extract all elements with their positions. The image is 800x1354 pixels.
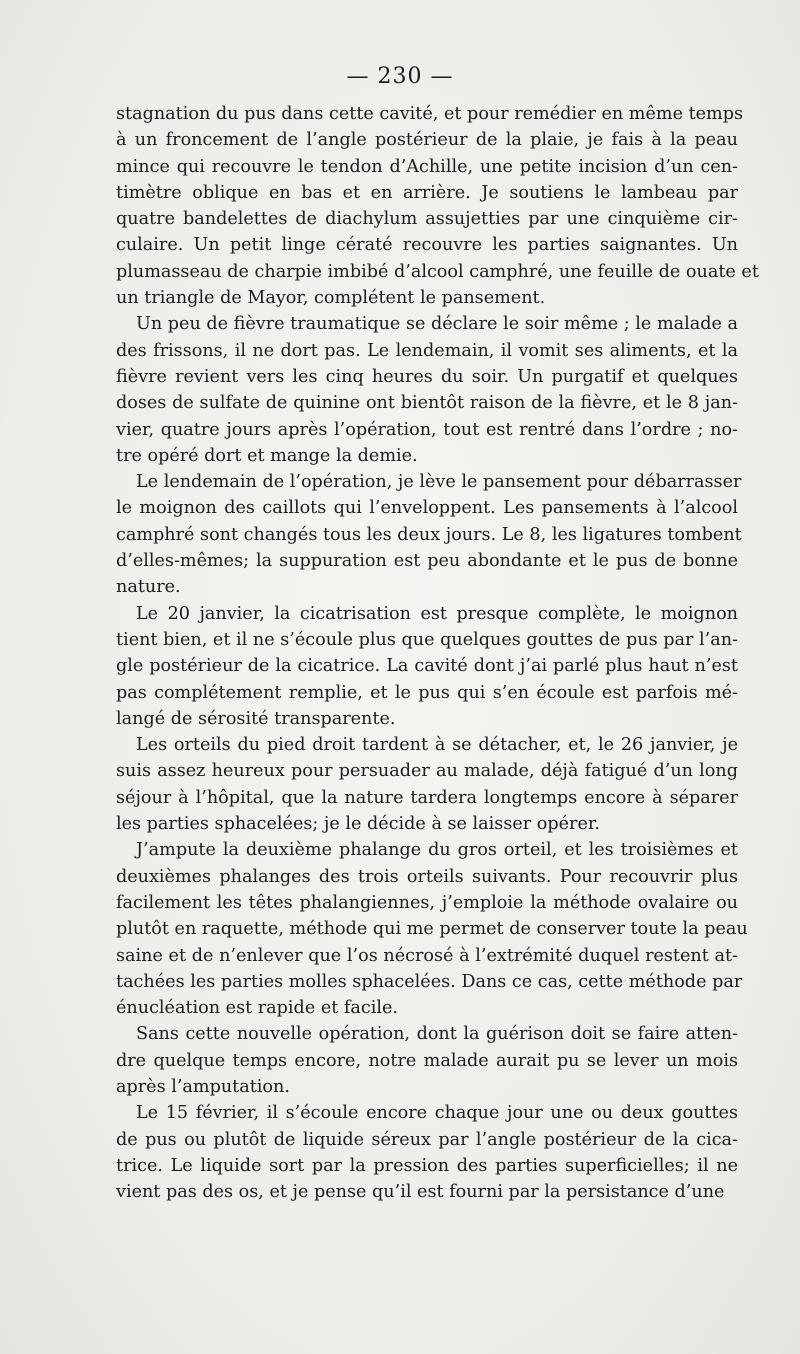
text-line: à un froncement de l’angle postérieur de la plaie, je fais à la peau xyxy=(116,130,738,151)
text-line: timètre oblique en bas et en arrière. Je soutiens le lambeau par xyxy=(116,182,738,203)
paragraph xyxy=(116,732,738,837)
text-line: séjour à l’hôpital, que la nature tardera longtemps encore à séparer xyxy=(116,787,738,808)
text-line: Le 15 février, il s’écoule encore chaque jour une ou deux gouttes xyxy=(136,1103,738,1124)
body-text xyxy=(116,101,759,1205)
text-line: suis assez heureux pour persuader au malade, déjà fatigué d’un long xyxy=(116,761,738,782)
text-line: camphré sont changés tous les deux jours. Le 8, les ligatures tombent xyxy=(116,524,742,545)
text-line: facilement les têtes phalangiennes, j’emploie la méthode ovalaire ou xyxy=(116,892,738,913)
paragraph xyxy=(116,601,738,732)
text-line: plutôt en raquette, méthode qui me permet de conserver toute la peau xyxy=(116,919,748,940)
paragraph xyxy=(116,311,738,469)
text-line: pas complétement remplie, et le pus qui s’en écoule est parfois mé- xyxy=(116,682,738,703)
text-line: de pus ou plutôt de liquide séreux par l’angle postérieur de la cica- xyxy=(116,1129,738,1150)
text-line: saine et de n’enlever que l’os nécrosé à l’extrémité duquel restent at- xyxy=(116,945,738,966)
text-line: Le 20 janvier, la cicatrisation est presque complète, le moignon xyxy=(136,603,738,624)
text-line: Les orteils du pied droit tardent à se détacher, et, le 26 janvier, je xyxy=(136,735,738,756)
text-line: Sans cette nouvelle opération, dont la guérison doit se faire atten- xyxy=(136,1024,738,1045)
text-line: J’ampute la deuxième phalange du gros orteil, et les troisièmes et xyxy=(136,840,738,861)
text-line: deuxièmes phalanges des trois orteils suivants. Pour recouvrir plus xyxy=(116,866,738,887)
paragraph xyxy=(116,101,759,311)
text-line: mince qui recouvre le tendon d’Achille, une petite incision d’un cen- xyxy=(116,156,738,177)
page-number: — 230 — xyxy=(346,64,454,89)
text-line: vier, quatre jours après l’opération, tout est rentré dans l’ordre ; no- xyxy=(116,419,738,440)
text-line: plumasseau de charpie imbibé d’alcool camphré, une feuille de ouate et xyxy=(116,261,759,282)
text-line: le moignon des caillots qui l’enveloppent. Les pansements à l’alcool xyxy=(116,498,738,519)
paragraph xyxy=(116,1100,738,1205)
paragraph xyxy=(116,1021,738,1100)
text-line: nature. xyxy=(116,577,181,598)
text-line: Un peu de fièvre traumatique se déclare le soir même ; le malade a xyxy=(136,314,738,335)
paragraph xyxy=(116,837,748,1021)
text-line: gle postérieur de la cicatrice. La cavité dont j’ai parlé plus haut n’est xyxy=(116,656,738,677)
text-line: un triangle de Mayor, complétent le pansement. xyxy=(116,288,546,309)
text-line: langé de sérosité transparente. xyxy=(116,708,396,729)
text-line: des frissons, il ne dort pas. Le lendemain, il vomit ses aliments, et la xyxy=(116,340,738,361)
text-line: les parties sphacelées; je le décide à se laisser opérer. xyxy=(116,814,600,835)
text-line: après l’amputation. xyxy=(116,1076,290,1097)
text-line: énucléation est rapide et facile. xyxy=(116,998,399,1019)
text-line: stagnation du pus dans cette cavité, et pour remédier en même temps xyxy=(116,104,744,124)
paragraph xyxy=(116,469,742,600)
text-line: tre opéré dort et mange la demie. xyxy=(116,445,418,466)
text-line: doses de sulfate de quinine ont bientôt raison de la fièvre, et le 8 jan- xyxy=(116,393,738,414)
text-line: fièvre revient vers les cinq heures du soir. Un purgatif et quelques xyxy=(116,366,738,387)
text-line: tachées les parties molles sphacelées. Dans ce cas, cette méthode par xyxy=(116,971,743,992)
text-line: trice. Le liquide sort par la pression des parties superficielles; il ne xyxy=(116,1155,738,1176)
text-line: quatre bandelettes de diachylum assujetties par une cinquième cir- xyxy=(116,209,738,230)
text-line: tient bien, et il ne s’écoule plus que quelques gouttes de pus par l’an- xyxy=(116,629,738,650)
text-line: culaire. Un petit linge cératé recouvre les parties saignantes. Un xyxy=(116,235,738,256)
text-line: Le lendemain de l’opération, je lève le pansement pour débarrasser xyxy=(136,472,742,493)
text-line: vient pas des os, et je pense qu’il est fourni par la persistance d’une xyxy=(116,1182,725,1203)
text-line: d’elles-mêmes; la suppuration est peu abondante et le pus de bonne xyxy=(116,551,738,572)
text-line: dre quelque temps encore, notre malade aurait pu se lever un mois xyxy=(116,1050,738,1071)
